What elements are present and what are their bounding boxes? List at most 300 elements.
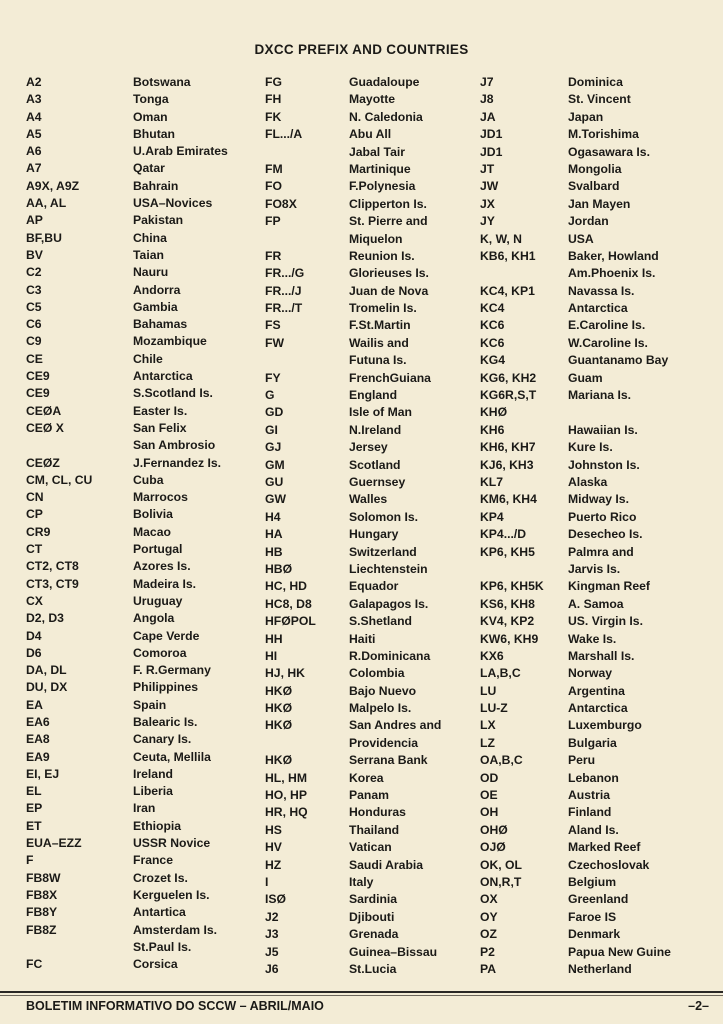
country-name: Faroe IS [568,909,617,924]
prefix-code: I [265,874,269,889]
prefix-code: KH6 [480,422,505,437]
prefix-code: CEØ X [26,420,64,435]
prefix-code: FO8X [265,196,297,211]
prefix-code: AP [26,213,43,228]
prefix-code: OE [480,788,498,803]
country-name: Guantanamo Bay [568,353,669,368]
country-name: Antarctica [133,369,193,384]
country-name: Antarctica [568,301,628,316]
prefix-code: GU [265,474,284,489]
country-name: Norway [568,666,613,681]
country-name: Peru [568,753,596,768]
prefix-code: CR9 [26,524,51,539]
country-name: M.Torishima [568,127,639,142]
page-title: DXCC PREFIX AND COUNTRIES [254,42,469,57]
prefix-code: LA,B,C [480,666,521,681]
country-name: Wake Is. [568,631,617,646]
country-name: Tromelin Is. [349,301,417,316]
prefix-code: HS [265,822,282,837]
country-name: Puerto Rico [568,509,637,524]
prefix-code: LX [480,718,496,733]
prefix-code: KC4 [480,301,505,316]
prefix-code: JX [480,196,495,211]
country-name: St. Pierre and [349,214,428,229]
country-name: Bajo Nuevo [349,683,417,698]
country-name: Walles [349,492,388,507]
prefix-code: EA8 [26,732,50,747]
prefix-code: GM [265,457,285,472]
country-name: San Felix [133,420,187,435]
country-name: Azores Is. [133,559,191,574]
country-name: Mozambique [133,334,207,349]
prefix-code: HO, HP [265,788,307,803]
prefix-code: C2 [26,265,42,280]
prefix-code: J6 [265,961,279,976]
prefix-code: KG4 [480,353,506,368]
country-name: Bahamas [133,317,188,332]
country-name: San Andres and [349,718,442,733]
prefix-code: JA [480,109,496,124]
country-name: Isle of Man [349,405,412,420]
country-name: Kure Is. [568,440,613,455]
country-name: J.Fernandez Is. [133,455,222,470]
country-name: Antartica [133,905,186,920]
prefix-code: FL.../A [265,127,303,142]
country-name: S.Shetland [349,614,412,629]
country-name: France [133,853,173,868]
prefix-code: HKØ [265,683,293,698]
country-name: Cuba [133,472,164,487]
country-name: Angola [133,611,175,626]
country-name: Clipperton Is. [349,196,427,211]
prefix-code: KH6, KH7 [480,440,536,455]
country-name: Providencia [349,735,419,750]
country-name: Lebanon [568,770,619,785]
country-name: Dominica [568,75,623,89]
footer-page-number: –2– [688,999,709,1013]
prefix-code: J5 [265,944,279,959]
prefix-code: HKØ [265,753,293,768]
country-name: Qatar [133,161,165,176]
country-name: Andorra [133,282,181,297]
prefix-code: D6 [26,645,42,660]
country-name: USSR Novice [133,836,211,851]
country-name: USA [568,231,594,246]
country-name: Am.Phoenix Is. [568,266,656,281]
country-name: Easter Is. [133,403,188,418]
prefix-code: OA,B,C [480,753,523,768]
country-name: Botswana [133,75,191,89]
country-name: Balearic Is. [133,714,198,729]
country-name: Equador [349,579,399,594]
prefix-code: C3 [26,282,42,297]
country-name: Mariana Is. [568,388,631,403]
prefix-code: FH [265,92,282,107]
prefix-code: FC [26,957,43,972]
country-name: Vatican [349,840,392,855]
prefix-code: KL7 [480,474,504,489]
prefix-code: GD [265,405,284,420]
country-name: Aland Is. [568,822,619,837]
prefix-code: OHØ [480,822,508,837]
prefix-code: KP6, KH5K [480,579,544,594]
country-name: Ireland [133,766,173,781]
country-name: Colombia [349,666,405,681]
country-name: Solomon Is. [349,509,419,524]
footer-rule [0,991,723,993]
prefix-code: HBØ [265,561,293,576]
prefix-code: GI [265,422,278,437]
country-name: Uruguay [133,593,183,608]
country-name: Ethiopia [133,818,182,833]
prefix-code: HI [265,648,278,663]
prefix-code: CT [26,542,43,557]
country-name: Pakistan [133,213,184,228]
prefix-code: CM, CL, CU [26,472,93,487]
prefix-code: CEØZ [26,455,60,470]
prefix-code: KG6R,S,T [480,388,537,403]
prefix-code: JW [480,179,499,194]
country-name: Nauru [133,265,169,280]
prefix-code: FB8Y [26,905,58,920]
prefix-code: KS6, KH8 [480,596,535,611]
prefix-code: DA, DL [26,663,67,678]
prefix-code: EUA–EZZ [26,836,82,851]
country-name: Cape Verde [133,628,200,643]
prefix-code: FR [265,248,282,263]
country-name: Honduras [349,805,406,820]
prefix-code: OJØ [480,840,506,855]
country-name: Finland [568,805,612,820]
country-name: Panam [349,788,389,803]
country-name: Liechtenstein [349,561,428,576]
country-name: Bolivia [133,507,173,522]
country-name: Greenland [568,892,629,907]
country-name: St.Paul Is. [133,939,192,954]
prefix-code: HH [265,631,283,646]
country-name: Crozet Is. [133,870,188,885]
prefix-code: JD1 [480,127,503,142]
country-name: Wailis and [349,335,409,350]
country-name: Desecheo Is. [568,527,643,542]
prefix-code: KX6 [480,648,504,663]
country-name: Argentina [568,683,625,698]
country-name: Jan Mayen [568,196,631,211]
prefix-code: FG [265,75,282,89]
prefix-code: FW [265,335,284,350]
country-name: Antarctica [568,701,628,716]
prefix-code: A9X, A9Z [26,178,80,193]
country-name: Thailand [349,822,400,837]
prefix-code: KC6 [480,335,505,350]
country-name: Spain [133,697,167,712]
country-name: Haiti [349,631,376,646]
prefix-code: JT [480,161,495,176]
prefix-code: GJ [265,440,282,455]
prefix-code: K, W, N [480,231,522,246]
prefix-code: GW [265,492,286,507]
country-name: N.Ireland [349,422,402,437]
prefix-code: KM6, KH4 [480,492,537,507]
country-name: Iran [133,801,156,816]
prefix-code: FB8W [26,870,61,885]
prefix-code: J8 [480,92,494,107]
country-name: Amsterdam Is. [133,922,217,937]
prefix-code: KC6 [480,318,505,333]
country-name: Corsica [133,957,178,972]
prefix-code: JD1 [480,144,503,159]
country-name: Switzerland [349,544,417,559]
country-name: Futuna Is. [349,353,407,368]
country-name: USA–Novices [133,196,213,211]
prefix-code: A6 [26,144,42,159]
country-name: San Ambrosio [133,438,216,453]
country-name: Canary Is. [133,732,192,747]
prefix-code: FR.../G [265,266,305,281]
country-name: Martinique [349,161,411,176]
prefix-code: LU-Z [480,701,508,716]
footer-publication: BOLETIM INFORMATIVO DO SCCW – ABRIL/MAIO [26,999,324,1013]
country-name: Djibouti [349,909,395,924]
country-name: Saudi Arabia [349,857,424,872]
country-name: Hawaiian Is. [568,422,638,437]
prefix-code: CT3, CT9 [26,576,79,591]
country-name: Jordan [568,214,609,229]
country-name: Papua New Guine [568,944,671,959]
prefix-code: LU [480,683,497,698]
prefix-code: EI, EJ [26,766,60,781]
prefix-code: FK [265,109,282,124]
country-name: Oman [133,109,168,124]
prefix-code: HC8, D8 [265,596,312,611]
country-name: Bulgaria [568,735,617,750]
prefix-code: C9 [26,334,42,349]
country-name: Navassa Is. [568,283,635,298]
country-name: Macao [133,524,171,539]
country-name: Kerguelen Is. [133,887,210,902]
prefix-code: FB8X [26,887,58,902]
country-name: Marrocos [133,490,188,505]
prefix-code: FR.../T [265,301,303,316]
prefix-code: DU, DX [26,680,68,695]
country-name: Belgium [568,874,617,889]
prefix-code: KP6, KH5 [480,544,535,559]
country-name: Jarvis Is. [568,561,621,576]
prefix-code: HR, HQ [265,805,308,820]
country-name: Johnston Is. [568,457,640,472]
country-name: Taian [133,247,164,262]
country-name: E.Caroline Is. [568,318,646,333]
country-name: Miquelon [349,231,403,246]
prefix-code: EA [26,697,43,712]
country-name: Madeira Is. [133,576,196,591]
country-name: England [349,388,398,403]
prefix-code: ON,R,T [480,874,522,889]
prefix-code: OD [480,770,499,785]
country-name: Tonga [133,92,169,107]
country-name: Glorieuses Is. [349,266,429,281]
country-name: Jersey [349,440,388,455]
prefix-code: OZ [480,927,497,942]
country-name: Sardinia [349,892,398,907]
prefix-code: JY [480,214,495,229]
country-name: N. Caledonia [349,109,423,124]
prefix-code: F [26,853,34,868]
prefix-code: KB6, KH1 [480,248,536,263]
prefix-code: BV [26,247,43,262]
prefix-code: KHØ [480,405,508,420]
prefix-code: HZ [265,857,282,872]
prefix-code: A3 [26,92,42,107]
country-name: Gambia [133,299,178,314]
prefix-code: P2 [480,944,495,959]
prefix-code: EA9 [26,749,50,764]
prefix-code: PA [480,961,497,976]
prefix-code: FB8Z [26,922,57,937]
prefix-code: OY [480,909,498,924]
prefix-code: KG6, KH2 [480,370,537,385]
country-name: Ogasawara Is. [568,144,650,159]
country-name: Marked Reef [568,840,641,855]
prefix-code: A4 [26,109,42,124]
country-name: F.St.Martin [349,318,411,333]
prefix-code: CN [26,490,44,505]
prefix-code: J7 [480,75,494,89]
country-name: Juan de Nova [349,283,429,298]
footer-rule-thin [0,995,723,996]
country-name: Denmark [568,927,621,942]
prefix-code: CEØA [26,403,62,418]
prefix-code: J2 [265,909,279,924]
prefix-code: CE9 [26,386,50,401]
prefix-code: HKØ [265,718,293,733]
prefix-code: EA6 [26,714,50,729]
prefix-code: CE9 [26,369,50,384]
country-name: Austria [568,788,610,803]
country-name: F. R.Germany [133,663,211,678]
country-name: Mongolia [568,161,622,176]
country-name: Bhutan [133,126,175,141]
country-name: Czechoslovak [568,857,650,872]
country-name: U.Arab Emirates [133,144,228,159]
prefix-code: HA [265,527,283,542]
country-name: Midway Is. [568,492,629,507]
country-name: Guinea–Bissau [349,944,438,959]
country-name: Reunion Is. [349,248,415,263]
country-name: Jabal Tair [349,144,405,159]
country-name: Chile [133,351,163,366]
prefix-code: CE [26,351,43,366]
country-name: St. Vincent [568,92,631,107]
prefix-code: J3 [265,927,279,942]
prefix-code: BF,BU [26,230,62,245]
country-name: Serrana Bank [349,753,428,768]
country-name: Hungary [349,527,399,542]
country-name: A. Samoa [568,596,624,611]
prefix-code: KJ6, KH3 [480,457,534,472]
country-name: China [133,230,167,245]
prefix-code: D4 [26,628,42,643]
prefix-code: FY [265,370,281,385]
prefix-code: CX [26,593,43,608]
prefix-code: HC, HD [265,579,307,594]
prefix-code: AA, AL [26,196,67,211]
prefix-code: EP [26,801,43,816]
prefix-code: CP [26,507,43,522]
prefix-code: KP4.../D [480,527,527,542]
prefix-code: C6 [26,317,42,332]
prefix-code: KW6, KH9 [480,631,539,646]
prefix-code: H4 [265,509,281,524]
country-name: Galapagos Is. [349,596,429,611]
country-name: Korea [349,770,384,785]
country-name: Guadaloupe [349,75,420,89]
prefix-code: ET [26,818,42,833]
country-name: Portugal [133,542,183,557]
prefix-code: FS [265,318,281,333]
country-name: Guernsey [349,474,406,489]
prefix-code: LZ [480,735,495,750]
country-name: Scotland [349,457,401,472]
prefix-code: OH [480,805,499,820]
prefix-code: D2, D3 [26,611,64,626]
country-name: Ceuta, Mellila [133,749,211,764]
prefix-code: OX [480,892,498,907]
country-name: Palmra and [568,544,634,559]
country-name: US. Virgin Is. [568,614,643,629]
country-name: Malpelo Is. [349,701,412,716]
country-name: R.Dominicana [349,648,431,663]
prefix-code: HFØPOL [265,614,316,629]
country-name: Liberia [133,784,173,799]
prefix-code: A5 [26,126,42,141]
country-name: Svalbard [568,179,620,194]
prefix-code: G [265,388,275,403]
prefix-code: KC4, KP1 [480,283,535,298]
prefix-code: KP4 [480,509,504,524]
prefix-code: A7 [26,161,42,176]
country-name: Netherland [568,961,632,976]
prefix-code: FP [265,214,281,229]
prefix-code: A2 [26,75,42,89]
prefix-code: ISØ [265,892,286,907]
country-name: Alaska [568,474,608,489]
country-name: Mayotte [349,92,396,107]
country-name: Italy [349,874,374,889]
prefix-code: HJ, HK [265,666,305,681]
bleed-through-text [400,0,410,34]
country-name: Abu All [349,127,392,142]
country-name: S.Scotland Is. [133,386,213,401]
prefix-code: C5 [26,299,42,314]
prefix-code: OK, OL [480,857,522,872]
prefix-code: HKØ [265,701,293,716]
prefix-code: FM [265,161,283,176]
prefix-code: KV4, KP2 [480,614,535,629]
country-name: FrenchGuiana [349,370,431,385]
country-name: Luxemburgo [568,718,642,733]
prefix-code: FR.../J [265,283,302,298]
country-name: W.Caroline Is. [568,335,648,350]
prefix-code: FO [265,179,282,194]
country-name: Japan [568,109,604,124]
country-name: Grenada [349,927,399,942]
country-name: Bahrain [133,178,179,193]
prefix-code: CT2, CT8 [26,559,79,574]
country-name: St.Lucia [349,961,397,976]
country-name: Guam [568,370,603,385]
country-name: Kingman Reef [568,579,650,594]
